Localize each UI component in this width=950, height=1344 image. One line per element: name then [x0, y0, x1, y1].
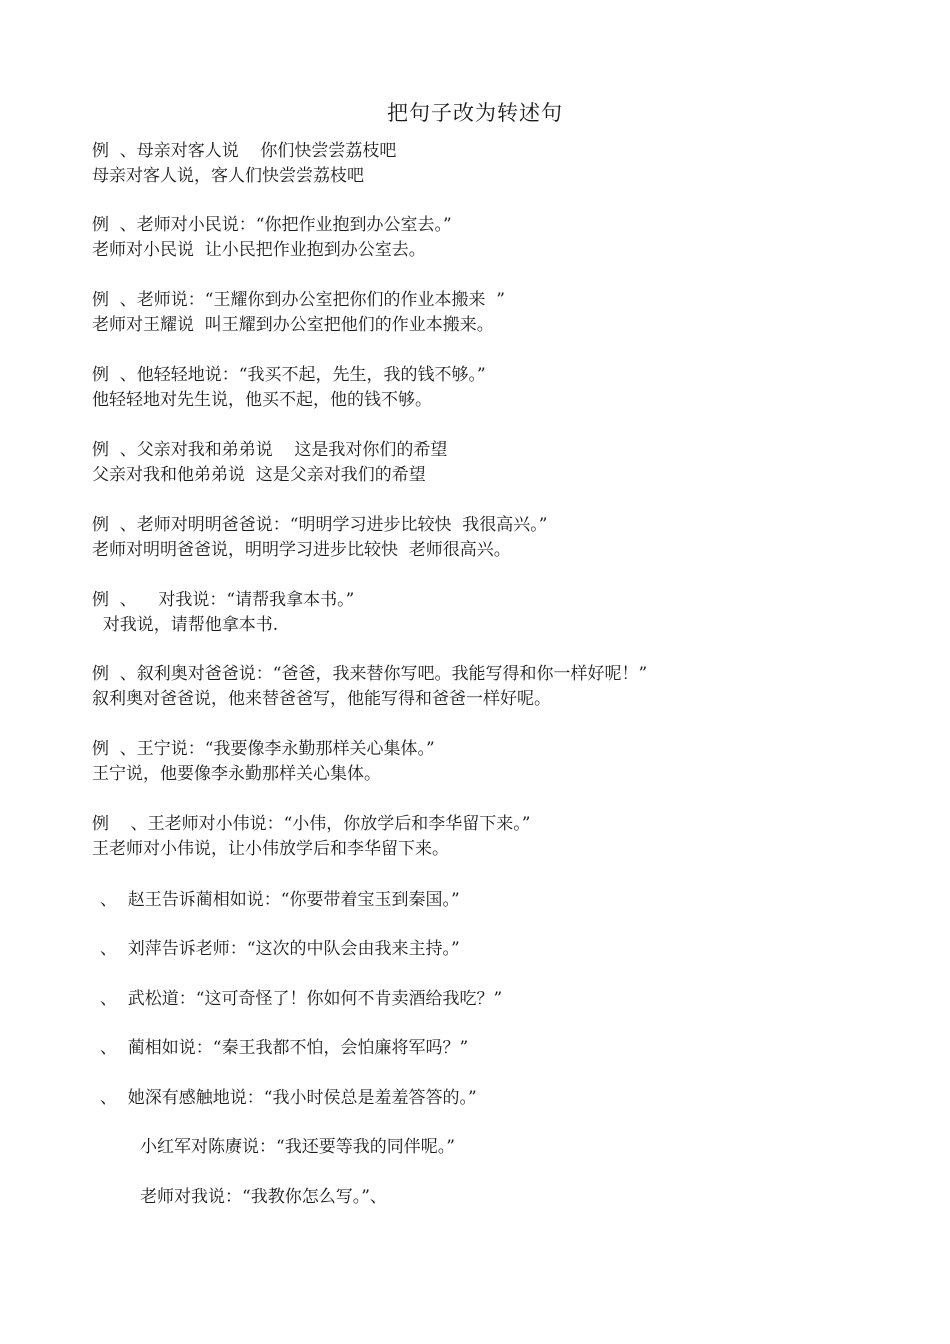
example-10-converted: 王老师对小伟说，让小伟放学后和李华留下来。 — [92, 839, 449, 859]
exercise-1: 、 赵王告诉蔺相如说：“你要带着宝玉到秦国。” — [100, 890, 460, 910]
example-7-converted: 对我说，请帮他拿本书. — [92, 615, 279, 635]
example-5-converted: 父亲对我和他弟弟说 这是父亲对我们的希望 — [92, 465, 426, 485]
example-4-original: 例 、他轻轻地说：“我买不起，先生，我的钱不够。” — [92, 365, 486, 385]
example-9-converted: 王宁说，他要像李永勤那样关心集体。 — [92, 764, 381, 784]
example-2-original: 例 、老师对小民说：“你把作业抱到办公室去。” — [92, 215, 452, 235]
exercise-5: 、 她深有感触地说：“我小时侯总是羞羞答答的。” — [100, 1088, 477, 1108]
example-4-converted: 他轻轻地对先生说，他买不起，他的钱不够。 — [92, 390, 432, 410]
example-8-original: 例 、叙利奥对爸爸说：“爸爸，我来替你写吧。我能写得和你一样好呢！” — [92, 664, 648, 684]
page-title: 把句子改为转述句 — [387, 101, 563, 125]
exercise-7: 老师对我说：“我教你怎么写。”、 — [140, 1187, 387, 1207]
example-3-original: 例 、老师说：“王耀你到办公室把你们的作业本搬来 ” — [92, 290, 505, 310]
example-5-original: 例 、父亲对我和弟弟说 这是我对你们的希望 — [92, 440, 448, 460]
example-10-original: 例 、王老师对小伟说：“小伟，你放学后和李华留下来。” — [92, 814, 531, 834]
exercise-6: 小红军对陈赓说：“我还要等我的同伴呢。” — [140, 1137, 455, 1157]
example-1-original: 例 、母亲对客人说 你们快尝尝荔枝吧 — [92, 141, 397, 161]
example-7-original: 例 、 对我说：“请帮我拿本书。” — [92, 590, 355, 610]
example-2-converted: 老师对小民说 让小民把作业抱到办公室去。 — [92, 240, 426, 260]
example-6-original: 例 、老师对明明爸爸说：“明明学习进步比较快 我很高兴。” — [92, 515, 548, 535]
example-6-converted: 老师对明明爸爸说，明明学习进步比较快 老师很高兴。 — [92, 540, 511, 560]
exercise-2: 、 刘萍告诉老师：“这次的中队会由我来主持。” — [100, 939, 460, 959]
example-9-original: 例 、王宁说：“我要像李永勤那样关心集体。” — [92, 739, 435, 759]
example-3-converted: 老师对王耀说 叫王耀到办公室把他们的作业本搬来。 — [92, 315, 494, 335]
exercise-4: 、 蔺相如说：“秦王我都不怕，会怕廉将军吗？” — [100, 1038, 469, 1058]
example-1-converted: 母亲对客人说，客人们快尝尝荔枝吧 — [92, 166, 364, 186]
example-8-converted: 叙利奥对爸爸说，他来替爸爸写，他能写得和爸爸一样好呢。 — [92, 689, 551, 709]
exercise-3: 、 武松道：“这可奇怪了！你如何不肯卖酒给我吃？” — [100, 989, 503, 1009]
